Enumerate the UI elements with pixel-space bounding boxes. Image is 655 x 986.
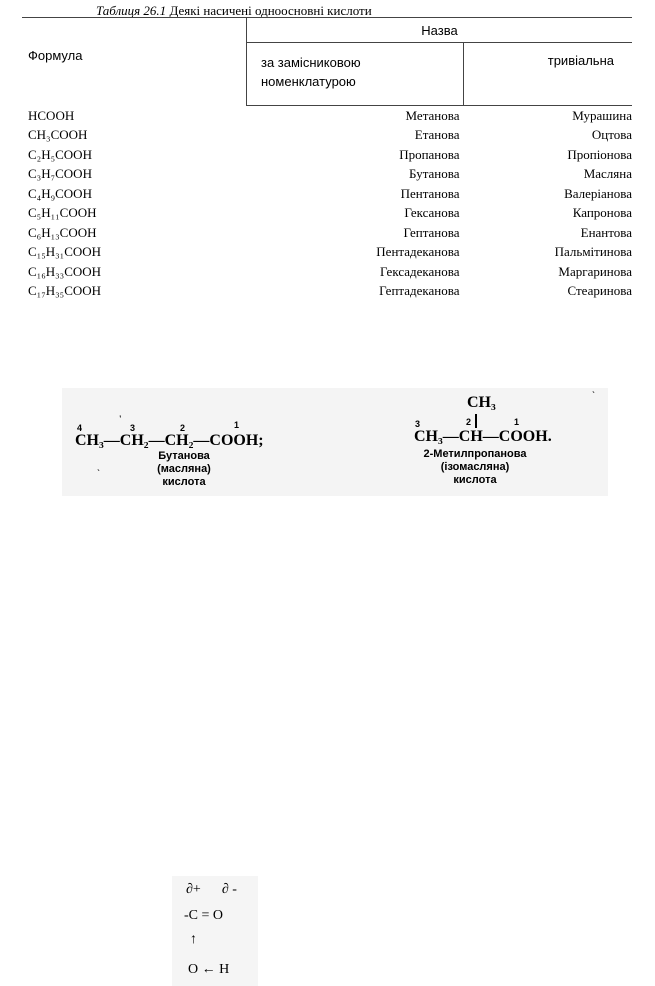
butanoic-formula: CH₃—CH₂—CH₂—COOH; — [75, 432, 264, 449]
formula-cell: C₃H₇COOH — [28, 166, 92, 182]
formula-cell: C₆H₁₃COOH — [28, 224, 97, 240]
table-row — [22, 165, 632, 185]
table-row — [22, 106, 632, 126]
formula-cell: CH₃COOH — [28, 127, 88, 143]
trivial-name-cell: Стеаринова — [567, 283, 632, 299]
trivial-name-cell: Маргаринова — [558, 263, 632, 279]
formula-cell: C₅H₁₁COOH — [28, 205, 97, 221]
table-title: Деякі насичені одноосновні кислоти — [169, 3, 372, 18]
header-formula: Формула — [28, 48, 83, 63]
carboxyl-polarization-diagram — [172, 876, 258, 986]
hydroxyl-group: O ← H — [188, 962, 230, 977]
trivial-name-cell: Мурашина — [572, 107, 632, 123]
systematic-name-cell: Пентадеканова — [376, 244, 460, 260]
butanoic-caption-line1: Бутанова — [158, 450, 210, 462]
systematic-name-cell: Гептадеканова — [379, 283, 460, 299]
table-row — [22, 223, 632, 243]
acids-table — [22, 17, 632, 301]
trivial-name-cell: Капронова — [572, 205, 632, 221]
table-row — [22, 126, 632, 146]
trivial-name-cell: Пропіонова — [567, 146, 632, 162]
isobutyric-caption-line1: 2-Метилпропанова — [423, 448, 527, 460]
trivial-name-cell: Валеріанова — [564, 185, 632, 201]
table-row — [22, 145, 632, 165]
header-trivial: тривіальна — [464, 43, 633, 106]
systematic-name-cell: Гексанова — [404, 205, 460, 221]
tick-mark: ` — [97, 468, 100, 478]
structural-formulas — [62, 388, 608, 496]
carbonyl-group: -C = O — [184, 908, 224, 923]
carbon-number-1-right: 1 — [514, 417, 520, 427]
formula-cell: C₄H₉COOH — [28, 185, 92, 201]
table-row — [22, 282, 632, 302]
table-row — [22, 204, 632, 224]
formula-cell: C₁₅H₃₁COOH — [28, 244, 102, 260]
systematic-name-cell: Гексадеканова — [380, 263, 460, 279]
carbon-number-2-right: 2 — [466, 417, 472, 427]
trivial-name-cell: Оцтова — [591, 127, 632, 143]
systematic-name-cell: Пентанова — [400, 185, 460, 201]
formula-cell: C₁₇H₃₅COOH — [28, 283, 102, 299]
trivial-name-cell: Пальмітинова — [554, 244, 632, 260]
trivial-name-cell: Енантова — [580, 224, 632, 240]
partial-charges: ∂+ ∂ - — [186, 882, 237, 897]
tick-mark: ' — [119, 414, 122, 424]
methyl-group: CH₃ — [467, 394, 496, 411]
table-row — [22, 184, 632, 204]
carbon-number-1: 1 — [234, 420, 240, 430]
carbon-number-2: 2 — [180, 423, 186, 433]
carbon-number-3-right: 3 — [415, 419, 421, 429]
header-systematic — [247, 43, 464, 106]
header-systematic-line2: номенклатурою — [261, 74, 356, 89]
systematic-name-cell: Пропанова — [399, 146, 460, 162]
carbon-number-4: 4 — [77, 423, 83, 433]
branch-bond — [475, 414, 477, 428]
tick-mark: ` — [592, 390, 595, 400]
carbon-number-3: 3 — [130, 423, 136, 433]
isobutyric-caption-line2: (ізомасляна) — [440, 461, 510, 473]
formula-cell: C₁₆H₃₃COOH — [28, 263, 102, 279]
header-name: Назва — [247, 18, 633, 43]
trivial-name-cell: Масляна — [583, 166, 632, 182]
up-arrow-icon: ↑ — [190, 932, 197, 947]
systematic-name-cell: Метанова — [405, 107, 460, 123]
formula-cell: C₂H₅COOH — [28, 146, 92, 162]
butanoic-caption-line2: (масляна) — [157, 463, 211, 475]
isobutyric-formula: CH₃—CH—COOH. — [414, 428, 552, 445]
isobutyric-caption-line3: кислота — [453, 474, 497, 486]
table-row — [22, 262, 632, 282]
table-row — [22, 243, 632, 263]
formula-cell: HCOOH — [28, 107, 75, 123]
isobutyric-caption — [412, 448, 538, 487]
header-systematic-line1: за замісниковою — [261, 55, 361, 70]
systematic-name-cell: Гептанова — [403, 224, 460, 240]
systematic-name-cell: Бутанова — [409, 166, 460, 182]
butanoic-caption — [147, 450, 221, 489]
header-formula-cell — [22, 18, 247, 106]
systematic-name-cell: Етанова — [414, 127, 460, 143]
butanoic-caption-line3: кислота — [162, 476, 206, 488]
table-number: Таблиця 26.1 — [96, 3, 167, 18]
